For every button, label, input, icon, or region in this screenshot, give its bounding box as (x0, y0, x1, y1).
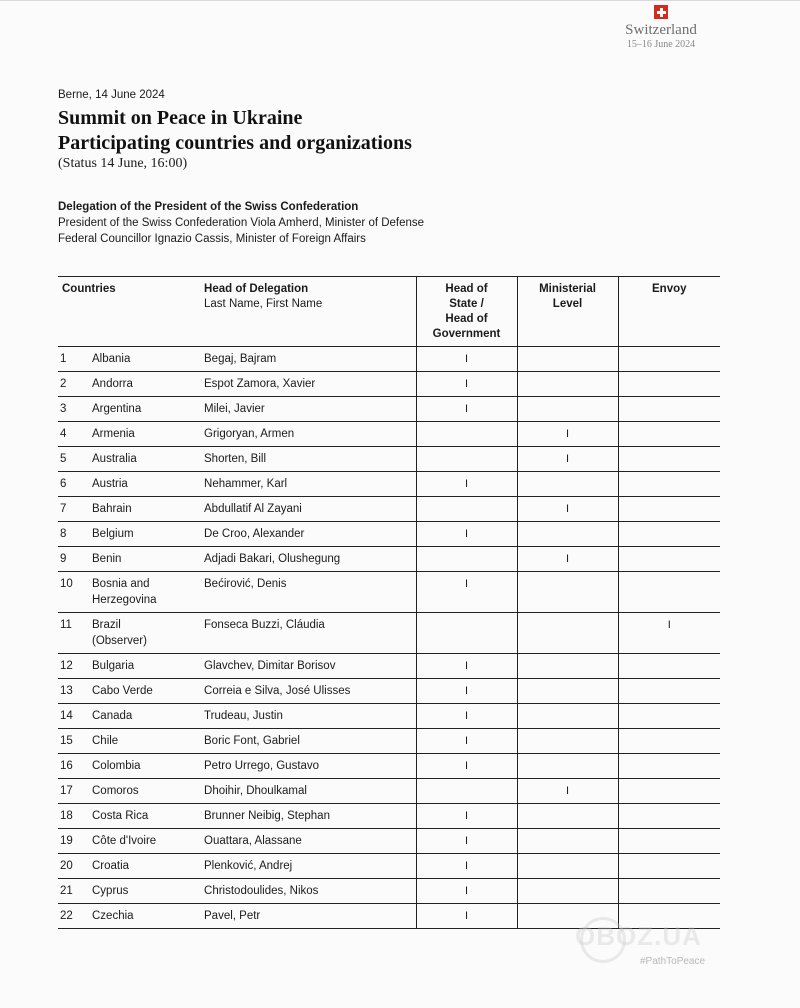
envoy-cell (618, 654, 720, 679)
swiss-delegation (58, 199, 424, 247)
envoy-cell (618, 572, 720, 613)
head-of-delegation: Plenković, Andrej (204, 860, 293, 872)
head-of-state-cell (416, 397, 517, 422)
table-row (58, 397, 720, 422)
country-name: Armenia (92, 428, 135, 440)
head-of-state-cell (416, 729, 517, 754)
row-number: 6 (60, 478, 67, 490)
table-row (58, 854, 720, 879)
table-row (58, 472, 720, 497)
envoy-cell (618, 704, 720, 729)
ministerial-cell (517, 497, 618, 522)
row-number: 9 (60, 553, 67, 565)
level-mark: I (464, 835, 469, 847)
level-mark: I (464, 578, 469, 590)
country-name: Colombia (92, 760, 141, 772)
row-number: 18 (60, 810, 73, 822)
ministerial-cell (517, 879, 618, 904)
table-row (58, 829, 720, 854)
level-mark: I (464, 810, 469, 822)
envoy-cell (618, 397, 720, 422)
head-of-delegation: Begaj, Bajram (204, 353, 277, 365)
table-row (58, 754, 720, 779)
watermark: OBOZ.UA (575, 921, 702, 951)
ministerial-cell (517, 754, 618, 779)
ministerial-cell (517, 522, 618, 547)
country-cell (88, 829, 200, 854)
head-of-delegation: Glavchev, Dimitar Borisov (204, 660, 336, 672)
level-mark: I (464, 735, 469, 747)
table-row (58, 497, 720, 522)
row-number: 4 (60, 428, 67, 440)
header-countries: Countries (62, 283, 116, 295)
hashtag: #PathToPeace (640, 956, 706, 967)
document-status: (Status 14 June, 16:00) (58, 156, 188, 171)
level-mark: I (565, 453, 570, 465)
brand-country: Switzerland (625, 22, 697, 38)
table-row (58, 654, 720, 679)
ministerial-cell (517, 613, 618, 654)
row-number: 22 (60, 910, 73, 922)
envoy-cell (618, 447, 720, 472)
head-of-delegation: Milei, Javier (204, 403, 265, 415)
country-cell (88, 497, 200, 522)
country-cell (88, 729, 200, 754)
head-of-state-cell (416, 372, 517, 397)
country-cell (88, 854, 200, 879)
row-number: 15 (60, 735, 73, 747)
envoy-cell (618, 422, 720, 447)
row-number: 16 (60, 760, 73, 772)
level-mark: I (464, 710, 469, 722)
country-name: Czechia (92, 910, 134, 922)
country-name: Croatia (92, 860, 130, 872)
row-number: 21 (60, 885, 73, 897)
delegation-line-1: President of the Swiss Confederation Viola Amherd, Minister of Defense (58, 217, 425, 229)
ministerial-cell (517, 854, 618, 879)
country-cell (88, 779, 200, 804)
page-edge (0, 0, 800, 1)
row-number: 11 (60, 619, 72, 631)
country-name: Chile (92, 735, 119, 747)
level-mark: I (565, 503, 570, 515)
head-of-state-cell (416, 679, 517, 704)
ministerial-cell (517, 779, 618, 804)
ministerial-cell (517, 704, 618, 729)
head-of-delegation: De Croo, Alexander (204, 528, 305, 540)
country-name: Belgium (92, 528, 134, 540)
envoy-cell (618, 754, 720, 779)
head-of-delegation: Shorten, Bill (204, 453, 267, 465)
country-name: Bulgaria (92, 660, 135, 672)
head-of-delegation: Christodoulides, Nikos (204, 885, 319, 897)
envoy-cell (618, 729, 720, 754)
country-name: Côte d'Ivoire (92, 835, 157, 847)
header-head-subtitle: Last Name, First Name (204, 298, 323, 310)
title-line-1: Summit on Peace in Ukraine (58, 107, 303, 129)
row-number: 5 (60, 453, 67, 465)
envoy-cell (618, 829, 720, 854)
envoy-cell (618, 547, 720, 572)
country-cell (88, 904, 200, 929)
head-of-state-cell (416, 613, 517, 654)
head-of-state-cell (416, 472, 517, 497)
level-mark: I (464, 660, 469, 672)
head-of-delegation: Abdullatif Al Zayani (204, 503, 302, 515)
country-name: Comoros (92, 785, 139, 797)
country-name-line-2: Herzegovina (92, 594, 157, 606)
header-head-of-state: Head of State / Head of Government (416, 277, 517, 347)
table-row (58, 779, 720, 804)
level-mark: I (464, 910, 469, 922)
head-of-delegation: Correia e Silva, José Ulisses (204, 685, 351, 697)
summit-brand (606, 2, 716, 51)
level-mark: I (565, 785, 570, 797)
ministerial-cell (517, 804, 618, 829)
place-date: Berne, 14 June 2024 (58, 89, 165, 101)
country-name: Benin (92, 553, 122, 565)
country-cell (88, 422, 200, 447)
head-of-state-cell (416, 754, 517, 779)
level-mark: I (464, 860, 469, 872)
document-title (58, 106, 412, 156)
head-of-delegation: Nehammer, Karl (204, 478, 288, 490)
country-name: Australia (92, 453, 137, 465)
head-of-delegation: Bećirović, Denis (204, 578, 287, 590)
ministerial-cell (517, 372, 618, 397)
swiss-flag-icon (654, 5, 668, 19)
envoy-cell (618, 472, 720, 497)
envoy-cell (618, 347, 720, 372)
ministerial-cell (517, 654, 618, 679)
head-of-state-cell (416, 347, 517, 372)
country-cell (88, 522, 200, 547)
level-mark: I (464, 885, 469, 897)
ministerial-cell (517, 447, 618, 472)
row-number: 7 (60, 503, 67, 515)
level-mark: I (464, 403, 469, 415)
country-cell (88, 754, 200, 779)
level-mark: I (464, 528, 469, 540)
country-name: Cabo Verde (92, 685, 153, 697)
head-of-delegation: Brunner Neibig, Stephan (204, 810, 330, 822)
head-of-state-cell (416, 447, 517, 472)
row-number: 12 (60, 660, 73, 672)
head-of-state-cell (416, 547, 517, 572)
head-of-state-cell (416, 804, 517, 829)
country-cell (88, 347, 200, 372)
head-of-state-cell (416, 779, 517, 804)
table-row (58, 422, 720, 447)
head-of-delegation: Dhoihir, Dhoulkamal (204, 785, 307, 797)
table-row (58, 804, 720, 829)
level-mark: I (565, 428, 570, 440)
country-cell (88, 472, 200, 497)
country-name: Canada (92, 710, 133, 722)
country-name: Argentina (92, 403, 142, 415)
delegation-line-2: Federal Councillor Ignazio Cassis, Minister of Foreign Affairs (58, 233, 366, 245)
row-number: 1 (60, 353, 67, 365)
title-line-2: Participating countries and organizations (58, 132, 412, 154)
country-cell (88, 397, 200, 422)
head-of-delegation: Trudeau, Justin (204, 710, 283, 722)
row-number: 2 (60, 378, 67, 390)
table-row (58, 522, 720, 547)
header-envoy: Envoy (618, 277, 720, 347)
head-of-delegation: Ouattara, Alassane (204, 835, 302, 847)
row-number: 3 (60, 403, 67, 415)
head-of-state-cell (416, 422, 517, 447)
header-head-of-delegation (200, 277, 416, 347)
row-number: 14 (60, 710, 73, 722)
country-name: Bosnia and (92, 578, 150, 590)
row-number: 8 (60, 528, 67, 540)
row-number: 17 (60, 785, 73, 797)
envoy-cell (618, 879, 720, 904)
head-of-state-cell (416, 572, 517, 613)
envoy-cell (618, 779, 720, 804)
table-row (58, 372, 720, 397)
ministerial-cell (517, 347, 618, 372)
header-ministerial-level: Ministerial Level (517, 277, 618, 347)
head-of-delegation: Grigoryan, Armen (204, 428, 295, 440)
country-name: Costa Rica (92, 810, 149, 822)
envoy-cell (618, 679, 720, 704)
head-of-state-cell (416, 522, 517, 547)
head-of-delegation: Petro Urrego, Gustavo (204, 760, 320, 772)
header-head-title: Head of Delegation (204, 283, 309, 295)
delegation-heading: Delegation of the President of the Swiss Confederation (58, 201, 359, 213)
head-of-state-cell (416, 497, 517, 522)
country-name: Brazil (92, 619, 121, 631)
country-name-line-2: (Observer) (92, 635, 147, 647)
brand-dates: 15–16 June 2024 (626, 39, 696, 50)
envoy-cell (618, 522, 720, 547)
envoy-cell (618, 372, 720, 397)
country-cell (88, 654, 200, 679)
country-cell (88, 372, 200, 397)
level-mark: I (464, 478, 469, 490)
country-cell (88, 447, 200, 472)
table-row (58, 704, 720, 729)
ministerial-cell (517, 422, 618, 447)
level-mark: I (464, 760, 469, 772)
envoy-cell (618, 804, 720, 829)
row-number: 20 (60, 860, 73, 872)
head-of-state-cell (416, 829, 517, 854)
table-row (58, 879, 720, 904)
table-row (58, 547, 720, 572)
row-number: 13 (60, 685, 73, 697)
ministerial-cell (517, 829, 618, 854)
table-row (58, 729, 720, 754)
country-name: Bahrain (92, 503, 132, 515)
country-name: Cyprus (92, 885, 129, 897)
level-mark: I (667, 619, 671, 631)
ministerial-cell (517, 397, 618, 422)
country-cell (88, 704, 200, 729)
head-of-state-cell (416, 904, 517, 929)
row-number: 10 (60, 578, 73, 590)
country-cell (88, 804, 200, 829)
head-of-delegation: Boric Font, Gabriel (204, 735, 300, 747)
ministerial-cell (517, 679, 618, 704)
ministerial-cell (517, 547, 618, 572)
envoy-cell (618, 497, 720, 522)
country-cell (88, 613, 200, 654)
head-of-delegation: Fonseca Buzzi, Cláudia (204, 619, 325, 631)
country-name: Andorra (92, 378, 133, 390)
table-row (58, 447, 720, 472)
head-of-state-cell (416, 654, 517, 679)
country-name: Albania (92, 353, 131, 365)
level-mark: I (464, 353, 469, 365)
table-row (58, 679, 720, 704)
envoy-cell (618, 613, 720, 654)
head-of-delegation: Pavel, Petr (204, 910, 261, 922)
head-of-delegation: Espot Zamora, Xavier (204, 378, 316, 390)
level-mark: I (464, 378, 469, 390)
head-of-state-cell (416, 879, 517, 904)
envoy-cell (618, 854, 720, 879)
ministerial-cell (517, 729, 618, 754)
table-header-row (58, 277, 720, 347)
ministerial-cell (517, 472, 618, 497)
country-name: Austria (92, 478, 128, 490)
head-of-delegation: Adjadi Bakari, Olushegung (204, 553, 341, 565)
head-of-state-cell (416, 704, 517, 729)
level-mark: I (464, 685, 469, 697)
row-number: 19 (60, 835, 73, 847)
level-mark: I (565, 553, 570, 565)
table-row (58, 613, 720, 654)
country-cell (88, 547, 200, 572)
country-cell (88, 572, 200, 613)
country-cell (88, 679, 200, 704)
ministerial-cell (517, 572, 618, 613)
table-row (58, 347, 720, 372)
head-of-state-cell (416, 854, 517, 879)
participants-table (58, 276, 720, 929)
country-cell (88, 879, 200, 904)
table-row (58, 572, 720, 613)
